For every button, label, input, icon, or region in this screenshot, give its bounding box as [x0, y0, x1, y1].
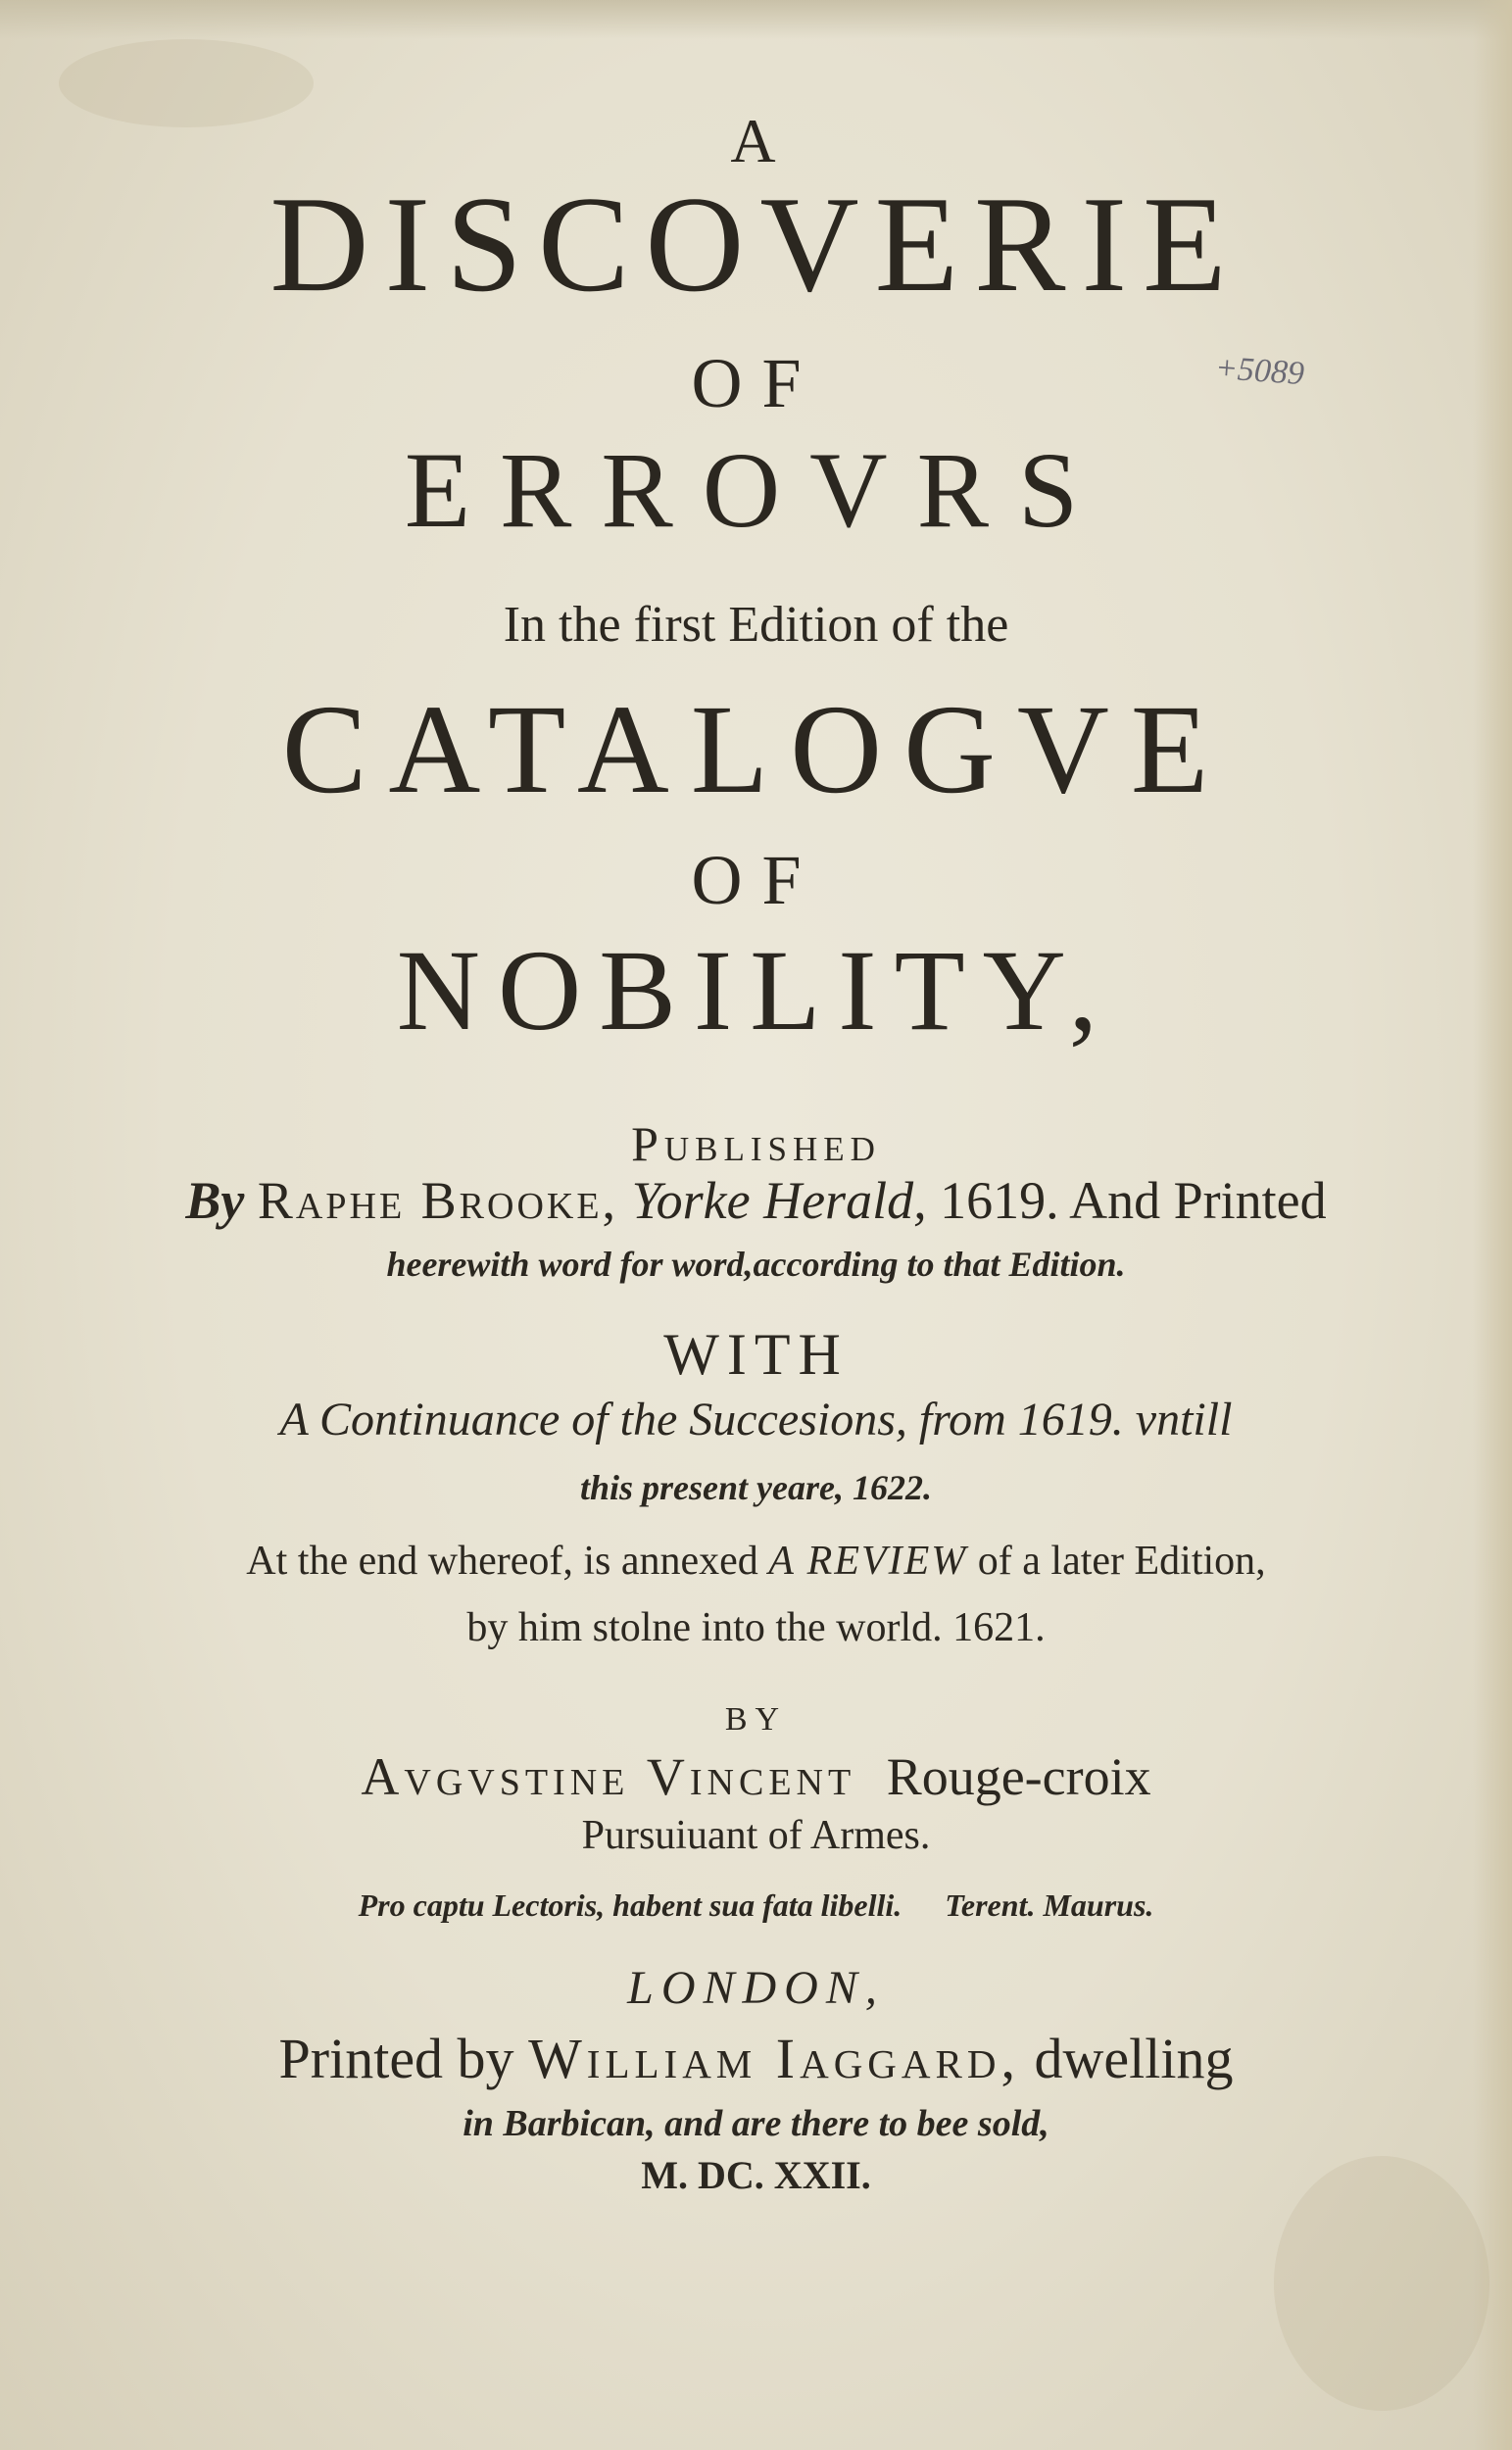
by-prefix: By [185, 1171, 245, 1230]
title-catalogue: CATALOGVE [281, 679, 1231, 820]
printer-name: William Iaggard, [528, 2027, 1020, 2090]
imprint-barbican: in Barbican, and are there to bee sold, [463, 2103, 1049, 2144]
review-title: A REVIEW [768, 1539, 968, 1584]
imprint-london: LONDON, [627, 1962, 885, 2014]
annexed-text-a: At the end whereof, is annexed [246, 1539, 758, 1584]
subtitle-first-edition: In the first Edition of the [503, 597, 1009, 653]
herewith-line: heerewith word for word,according to that Edition. [386, 1245, 1126, 1284]
author-line [0, 1171, 1512, 1230]
year-printed: 1619. And Printed [940, 1171, 1327, 1230]
author-vincent-line [0, 1747, 1512, 1806]
imprint-date: M. DC. XXII. [641, 2153, 871, 2197]
author-office: Yorke Herald, [631, 1171, 927, 1230]
author-rouge-croix: Rouge-croix [886, 1747, 1151, 1806]
title-discoverie: DISCOVERIE [269, 169, 1243, 320]
title-nobility: NOBILITY, [396, 926, 1116, 1054]
continuance-line: A Continuance of the Succesions, from 1619. vntill [279, 1394, 1233, 1446]
printer-dwelling: dwelling [1034, 2027, 1234, 2090]
stolne-line: by him stolne into the world. 1621. [466, 1605, 1046, 1650]
title-of-1: OF [691, 344, 821, 422]
page-edge-shadow-top [0, 0, 1512, 39]
by-line: BY [724, 1701, 788, 1738]
author-augustine-vincent: Avgvstine Vincent [361, 1747, 856, 1806]
motto-text: Pro captu Lectoris, habent sua fata libelli. [358, 1887, 902, 1923]
annexed-line [0, 1541, 1512, 1582]
handwritten-annotation: +5089 [1213, 349, 1306, 393]
author-raphe-brooke: Raphe Brooke, [257, 1171, 619, 1230]
imprint-printer-line [0, 2027, 1512, 2090]
title-article: A [730, 106, 782, 175]
motto-author: Terent. Maurus. [945, 1887, 1154, 1923]
annexed-text-b: of a later Edition, [977, 1539, 1266, 1584]
with-line: WITH [663, 1322, 849, 1387]
present-year-line: this present yeare, 1622. [580, 1468, 932, 1507]
motto-line [0, 1889, 1512, 1921]
title-of-2: OF [691, 841, 821, 919]
pursuivant-line: Pursuiuant of Armes. [581, 1813, 931, 1858]
title-errors: ERROVRS [404, 430, 1108, 550]
printed-by: Printed by [278, 2027, 514, 2090]
published-line: Published [631, 1116, 881, 1171]
